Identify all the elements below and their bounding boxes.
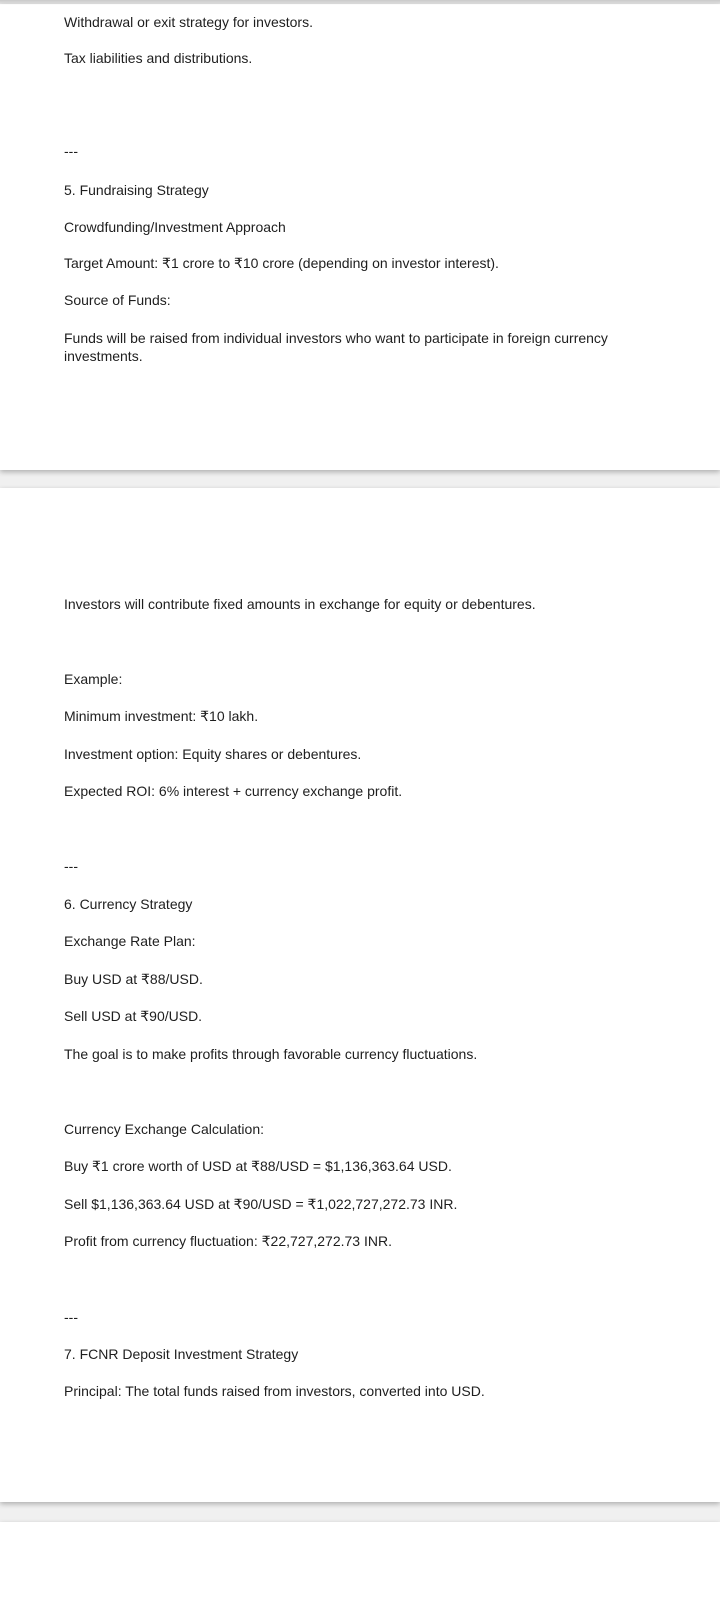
paragraph-investors-contribute: Investors will contribute fixed amounts in exchange for equity or debentures.: [64, 596, 536, 612]
divider-text: ---: [64, 858, 78, 874]
paragraph-buy-crore: Buy ₹1 crore worth of USD at ₹88/USD = $1,136,363.64 USD.: [64, 1158, 452, 1174]
paragraph-expected-roi: Expected ROI: 6% interest + currency exchange profit.: [64, 783, 403, 799]
paragraph-source-of-funds: Source of Funds:: [64, 292, 171, 308]
document-page-3[interactable]: [0, 1522, 720, 1600]
paragraph-target-amount: Target Amount: ₹1 crore to ₹10 crore (depending on investor interest).: [64, 255, 499, 271]
paragraph-profit-fluctuation: Profit from currency fluctuation: ₹22,727,272.73 INR.: [64, 1233, 392, 1249]
paragraph-sell-usd-inr: Sell $1,136,363.64 USD at ₹90/USD = ₹1,022,727,272.73 INR.: [64, 1196, 458, 1212]
paragraph-funds-raised-line-2: investments.: [64, 348, 143, 364]
paragraph-investment-option: Investment option: Equity shares or debentures.: [64, 746, 362, 762]
divider-text: ---: [64, 1309, 78, 1325]
paragraph-example: Example:: [64, 671, 123, 687]
paragraph-exchange-rate-plan: Exchange Rate Plan:: [64, 933, 196, 949]
heading-fundraising-strategy: 5. Fundraising Strategy: [64, 182, 209, 198]
paragraph-buy-usd: Buy USD at ₹88/USD.: [64, 971, 203, 987]
paragraph-minimum-investment: Minimum investment: ₹10 lakh.: [64, 708, 259, 724]
document-page-1[interactable]: [0, 4, 720, 470]
paragraph-exchange-calculation: Currency Exchange Calculation:: [64, 1121, 264, 1137]
paragraph-withdrawal-strategy: Withdrawal or exit strategy for investors.: [64, 14, 313, 30]
paragraph-funds-raised-line-1: Funds will be raised from individual investors who want to participate in foreign currency: [64, 330, 608, 346]
heading-currency-strategy: 6. Currency Strategy: [64, 896, 193, 912]
paragraph-principal: Principal: The total funds raised from investors, converted into USD.: [64, 1383, 485, 1399]
divider-text: ---: [64, 143, 78, 159]
paragraph-sell-usd: Sell USD at ₹90/USD.: [64, 1008, 203, 1024]
heading-fcnr-deposit: 7. FCNR Deposit Investment Strategy: [64, 1346, 299, 1362]
paragraph-tax-liabilities: Tax liabilities and distributions.: [64, 50, 253, 66]
paragraph-goal: The goal is to make profits through favorable currency fluctuations.: [64, 1046, 478, 1062]
paragraph-crowdfunding: Crowdfunding/Investment Approach: [64, 219, 286, 235]
